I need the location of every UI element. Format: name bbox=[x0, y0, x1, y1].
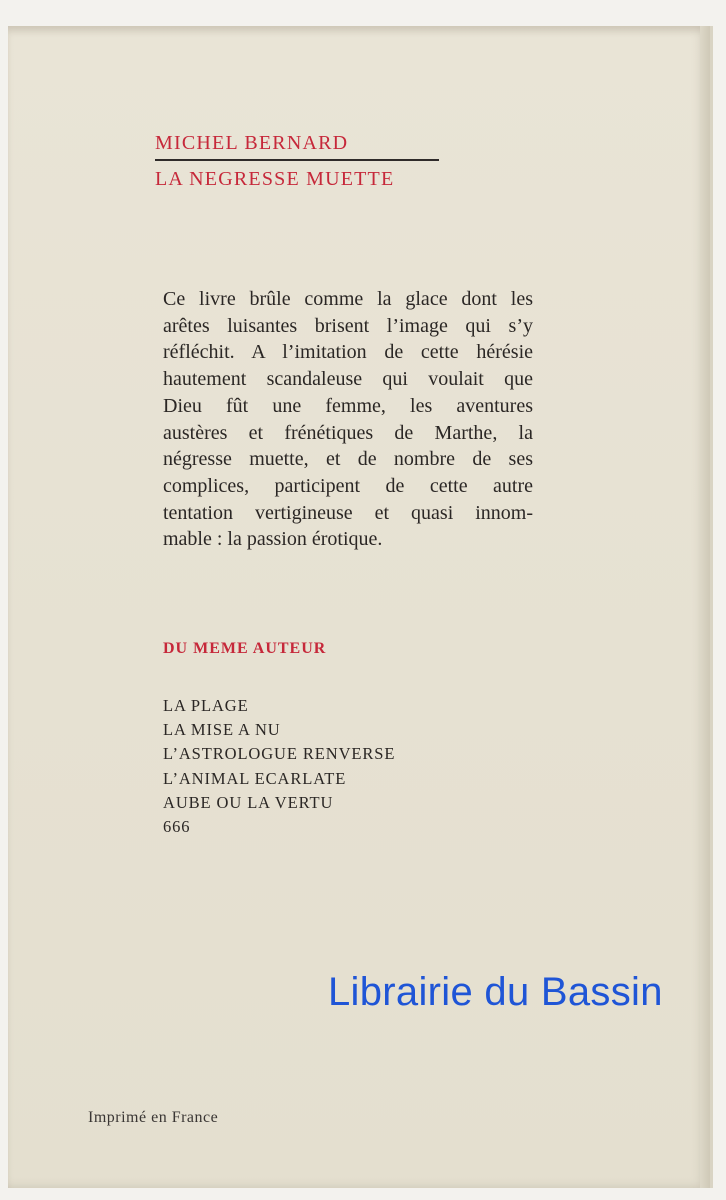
author-name: MICHEL BERNARD bbox=[155, 132, 349, 154]
blurb-line: complices, participent de cette autre bbox=[163, 474, 533, 497]
works-heading: DU MEME AUTEUR bbox=[163, 640, 327, 657]
blurb-line: arêtes luisantes brisent l’image qui s’y bbox=[163, 314, 533, 337]
blurb-line: austères et frénétiques de Marthe, la bbox=[163, 421, 533, 444]
blurb-line: réfléchit. A l’imitation de cette hérésie bbox=[163, 341, 533, 364]
blurb-line: hautement scandaleuse qui voulait que bbox=[163, 368, 533, 391]
work-item: 666 bbox=[163, 817, 191, 837]
imprint-note: Imprimé en France bbox=[88, 1109, 219, 1126]
title-divider bbox=[155, 159, 439, 161]
blurb-line: tentation vertigineuse et quasi innom- bbox=[163, 501, 533, 524]
work-item: L’ANIMAL ECARLATE bbox=[163, 768, 347, 788]
blurb-line: Ce livre brûle comme la glace dont les bbox=[163, 288, 533, 310]
blurb-line: négresse muette, et de nombre de ses bbox=[163, 448, 533, 471]
works-list bbox=[163, 694, 395, 839]
work-item: AUBE OU LA VERTU bbox=[163, 792, 334, 812]
work-item: LA PLAGE bbox=[163, 696, 249, 715]
blurb-line: Dieu fût une femme, les aventures bbox=[163, 394, 533, 417]
work-item: L’ASTROLOGUE RENVERSE bbox=[163, 744, 396, 764]
blurb-line: mable : la passion érotique. bbox=[163, 528, 383, 551]
work-item: LA MISE A NU bbox=[163, 720, 281, 740]
cover-edge bbox=[700, 26, 710, 1188]
blurb-text bbox=[163, 286, 533, 553]
bookseller-watermark: Librairie du Bassin bbox=[328, 970, 663, 1014]
title-block bbox=[155, 129, 441, 193]
book-title: LA NEGRESSE MUETTE bbox=[155, 168, 395, 190]
